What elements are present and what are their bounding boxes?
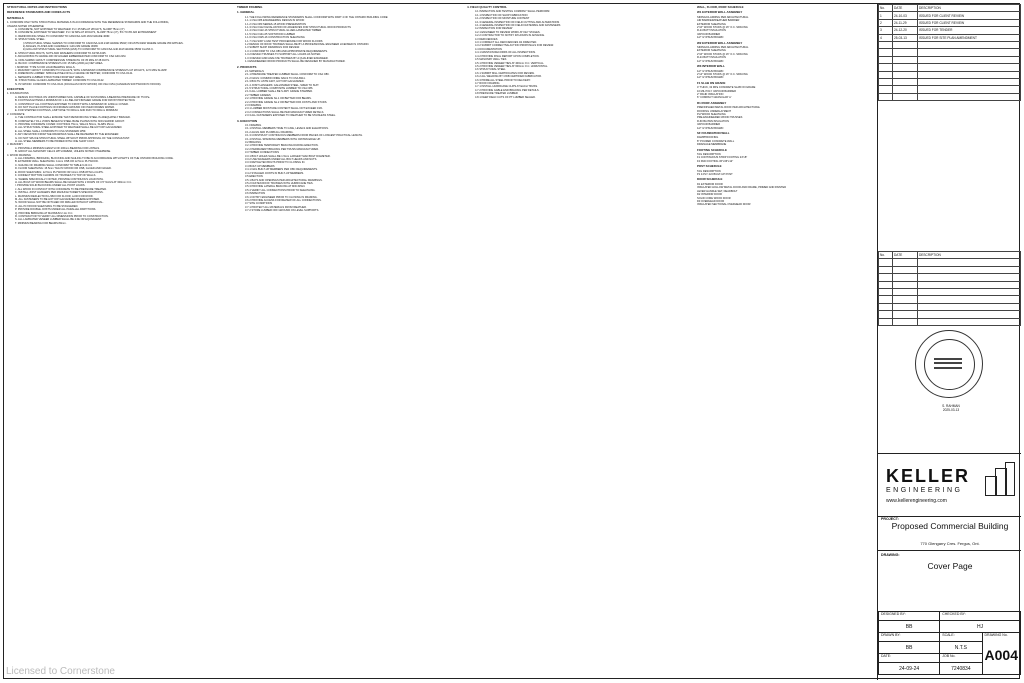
revision-row — [879, 64, 1021, 71]
notes-line: 2.1.3 BOLTS: ASTM A307, HOT DIP GALVANIZED. — [245, 80, 305, 84]
notes-line: H. ALL STEEL MEMBERS TO BE PRIMED WITH ONE SHOP COAT. — [15, 140, 95, 144]
notes-line: 2.1.1 PRESSURE TREATED LUMBER SHALL CONFORM TO CSA O80. — [245, 73, 330, 77]
notes-line: C. CONSTRUCT ALL FOOTINGS EXPOSED TO FROST WITH A MINIMUM OF 1200mm COVER. — [15, 102, 129, 106]
logo-blocks-icon — [985, 462, 1015, 496]
notes-line: D. DO NOT PLACE FOOTINGS ON FROZEN GROUND OR OVER FROZEN WATER. — [15, 105, 115, 109]
notes-line: 3.7.2 STORE LUMBER OFF GROUND ON LEVEL SUPPORTS. — [245, 209, 320, 213]
notes-line: DRAINAGE MEMBRANE — [697, 143, 727, 147]
notes-subtitle: REFERENCE STANDARDS AND CODES ACTS — [7, 10, 71, 15]
revision-row — [879, 49, 1021, 56]
notes-line: UNLESS NOTED OTHERWISE: — [7, 24, 45, 28]
revision-row — [879, 71, 1021, 78]
notes-line: 2.1.2 NAILS: COMMON WIRE NAILS TO CSA B111. — [245, 76, 306, 80]
notes-line: E. FOR STEPPED FOOTINGS, LIMIT RISE TO 600mm AND RUN TO 600mm MINIMUM. — [15, 109, 119, 113]
notes-line: DAMPPROOFING — [697, 136, 719, 140]
job-no-label: JOB No. — [940, 654, 982, 663]
notes-line: 3.1.2 ALIGN AND PLUMB ALL FRAMING. — [245, 130, 294, 134]
notes-line: B. CONCRETE, EXPOSED TO WEATHER: F'c= 32 MPa AT 28 DAYS, SLUMP 75mm (3"), 5% TO 8% AIR ENTRAINMENT — [15, 31, 157, 35]
revision-date: 25-03-13 — [893, 34, 918, 41]
notes-line: D. FLOOR SHEATHING: 15.5mm T&G PLYWOOD OR OSB, GLUED AND NAILED. — [15, 167, 112, 171]
drawn-by-value: BB — [879, 642, 940, 654]
notes-line: 10 MIL POLY VAPOUR BARRIER — [697, 89, 736, 93]
notes-line: 3.6.2 PROVIDE ACCESS FOR REVIEW OF ALL CONNECTIONS. — [245, 198, 322, 202]
notes-line: A. ALL FRAMING, BRIDGING, BLOCKING AND NAILING TO BE IN ACCORDANCE WITH PART 9 OF THE ONTARIO BUILDING CODE. — [15, 157, 174, 161]
notes-line: 1.1.5 CSA O141-05 SOFTWOOD LUMBER — [245, 32, 296, 36]
logo-subtitle: ENGINEERING — [886, 487, 963, 494]
notes-line: T. MINIMUM BEARING FOR BEAMS 89mm. — [15, 221, 67, 225]
notes-line: 3.5.4 VERIFY ALL CONNECTIONS PRIOR TO SHEATHING. — [245, 188, 316, 192]
notes-line: 2.3 FRAMING — [245, 103, 262, 107]
revision-date — [893, 71, 918, 78]
notes-line: SOLID CORE WOOD DOOR — [697, 196, 731, 200]
revision-no — [879, 41, 893, 48]
license-watermark: Licensed to Cornerstone — [6, 666, 115, 677]
company-logo — [878, 453, 1021, 517]
revision-no: 1 — [879, 12, 893, 19]
notes-line: 3. MASONRY — [7, 143, 23, 147]
notes-line: 4.1.1 INSPECTION OF SHOP FABRICATION — [475, 13, 528, 17]
revision-table — [878, 4, 1021, 101]
revision-no — [879, 78, 893, 85]
notes-line: LEVER HANDLE SET, DEADBOLT — [697, 189, 738, 193]
revision-table-2 — [878, 251, 1021, 326]
notes-line: TAG DESCRIPTION — [697, 169, 721, 173]
drawn-by-label: DRAWN BY: — [879, 633, 940, 642]
project-label: PROJECT: — [881, 517, 899, 521]
notes-line: 4.5.1 PROVIDE VENEER TIES AT 400mm O.C. VERTICAL. — [475, 61, 545, 65]
notes-line: E. STRUCTURAL BOLTS, NUTS AND WASHERS CONFORM TO ASTM A325. — [15, 51, 107, 55]
notes-line: INSULATED SECTIONAL OVERHEAD DOOR — [697, 203, 751, 207]
drawing-sheet — [3, 3, 1020, 679]
notes-line: i) STRUCTURAL STEEL SHAPES TO CONFORM TO CAN/CSA-G40.21M GRADE 350W, OR ASTM A992 WHERE GRADE 350 APPLIES. — [23, 41, 184, 45]
notes-section-heading: FOOTING SCHEDULE — [697, 147, 727, 152]
drawing-no-cell — [982, 633, 1020, 675]
notes-line: 2.1.5 STRUCTURAL COMPOSITE LUMBER TO CSA O86. — [245, 86, 314, 90]
notes-line: S. ALL LAMINATED VENEER LUMBER SHALL BE 2.0E OR EQUIVALENT. — [15, 218, 102, 222]
drawing-name: Cover Page — [927, 561, 973, 571]
notes-line: 1/2" GYPSUM BOARD — [697, 59, 724, 63]
notes-line: 2.2 TIMBER GRADES — [245, 93, 271, 97]
notes-line: 3.4.1 NAIL BUILT-UP MEMBERS PER OBC REQUIREMENTS. — [245, 168, 318, 172]
revision-row — [879, 12, 1021, 19]
notes-line: A. PROVIDE A MINIMUM LENGTH OF 200mm BEARING FOR LINTELS. — [15, 146, 100, 150]
notes-line: J. MASONRY GROUT: CONFORM TO CSA A179, WITH A MINIMUM COMPRESSIVE STRENGTH AT 28 DAYS, 12.5 MPa SLUMP. — [15, 68, 167, 72]
notes-section-heading: POST SCHEDULE — [697, 164, 722, 169]
notes-line: D. ALL STRUCTURAL STEEL EXPOSED TO WEATHER SHALL BE HOT DIP GALVANIZED. — [15, 126, 123, 130]
notes-line: 2" RIGID INSULATION — [697, 92, 724, 96]
notes-line: F1 CONTINUOUS STRIP FOOTING 24"x8" — [697, 156, 748, 160]
notes-line: 3.6 INSPECTION — [245, 192, 266, 196]
notes-line: 4.7.2 PROVIDE GABLE END BRACING PER DETAILS. — [475, 88, 540, 92]
notes-line: 4.1.4 GENERAL INSPECTION OF FIELD FASTENING AND FASTENERS — [475, 24, 561, 28]
engineer-seal — [915, 330, 983, 398]
notes-line: INSULATED HOLLOW METAL DOOR AND FRAME, PRIMED AND PAINTED — [697, 186, 787, 190]
notes-section-heading: EXECUTION — [7, 86, 24, 91]
notes-line: M. STRUCTURAL GLUED LAMINATED TIMBER: CONFORM TO CSA O122. — [15, 79, 105, 83]
date-value: 24-09-24 — [879, 663, 940, 675]
notes-line: iii) HOLLOW STRUCTURAL SECTIONS (HSS) TO CONFORM TO CAN/CSA-G40.21M GRADE 350W CLASS C. — [23, 48, 154, 52]
notes-line: 4.3 DEFICIENCIES — [475, 37, 498, 41]
notes-line: R-24 BATT INSULATION — [697, 29, 726, 33]
revision2-header-row — [879, 252, 1021, 259]
revision-desc: ISSUED FOR SITE PLAN AMENDMENT — [918, 34, 1021, 41]
notes-line: D2 INTERIOR DOOR — [697, 193, 722, 197]
notes-line: EXTERIOR SHEATHING — [697, 49, 726, 53]
revision-row — [879, 56, 1021, 63]
notes-line: 1.1.3 CSA O112.9 EVALUATION OF ADHESIVES FOR STRUCTURAL WOOD PRODUCTS — [245, 26, 351, 30]
notes-line: M. ALL FASTENERS TO BE HOT DIP GALVANIZED WHERE EXPOSED. — [15, 197, 100, 201]
notes-line: F. ANY DEVIATION FROM THE DRAWINGS SHALL BE REVIEWED BY THE ENGINEER. — [15, 133, 120, 137]
revision-row — [879, 27, 1021, 34]
revision-no — [879, 93, 893, 100]
notes-title: STRUCTURAL NOTES AND INSTRUCTIONS — [7, 5, 67, 9]
revision-desc — [918, 86, 1021, 93]
notes-line: 1.1.6 CSA O325-16 CONSTRUCTION SHEATHING — [245, 36, 305, 40]
notes-section-heading: MATERIALS — [7, 15, 24, 20]
revision-row — [879, 19, 1021, 26]
notes-line: K. DIMENSION LUMBER: SPRUCE-PINE-FIR No.2 GRADE OR BETTER, CONFORM TO CSA O141. — [15, 72, 134, 76]
notes-line: 4.6.3 PRIME ALL STEEL PRIOR TO DELIVERY. — [475, 78, 531, 82]
notes-line: A. DESIGN FOOTINGS ON UNDISTURBED SOIL CAPABLE OF SUSTAINING A BEARING PRESSURE OF 75 KPa. — [15, 95, 150, 99]
notes-section-heading: 2. PRODUCTS — [237, 64, 257, 69]
rev2-header-desc: DESCRIPTION — [918, 252, 1021, 259]
notes-line: N. WOOD SHALL NOT BE NOTCHED OR DRILLED WITHOUT APPROVAL. — [15, 201, 104, 205]
notes-line: 4.1.2 INSPECTION OF MOISTURE CONTENT — [475, 17, 530, 21]
revision-no: 2 — [879, 19, 893, 26]
notes-section-heading: 3. EXECUTION — [237, 118, 258, 123]
notes-line: H. BLOCK: COMPRESSIVE STRENGTH OF 15 MPa (2000 psi) NET AREA. — [15, 62, 104, 66]
notes-line: C. NAILING OF FRAMING SHALL CONFORM TO TABLE 9.23.3.4. — [15, 163, 93, 167]
revision-no — [879, 56, 893, 63]
notes-line: 1.2 DESIGN OF ROOF TRUSSES SHALL BE BY A PROFESSIONAL ENGINEER LICENSED IN ONTARIO. — [245, 43, 370, 47]
notes-column-3 — [467, 4, 693, 678]
revision-date — [893, 86, 918, 93]
notes-section-heading: R1 ROOF ASSEMBLY — [697, 100, 727, 105]
designed-by-label: DESIGNED BY: — [881, 612, 906, 616]
designed-by-cell — [879, 612, 940, 621]
notes-line: VAPOUR BARRIER — [697, 123, 721, 127]
notes-line: 4.8.1 KEEP FIELD CUTS OF PT LUMBER SEALED. — [475, 95, 536, 99]
notes-line: R-60 BLOWN INSULATION — [697, 119, 729, 123]
revision-desc — [918, 41, 1021, 48]
revision-desc — [918, 56, 1021, 63]
notes-section-heading: W3 INTERIOR WALL — [697, 64, 725, 69]
notes-line: 3.1.3 CONSTRUCT CONTINUOUS MEMBERS FROM PIECES OF LONGEST PRACTICAL LENGTH. — [245, 134, 363, 138]
notes-line: 2"x6" WOOD STUDS @ 16" O.C. SPACING — [697, 26, 748, 30]
notes-line: SIDING/CLADDING PER ARCHITECTURAL — [697, 15, 749, 19]
checked-by-value: HJ — [940, 621, 1021, 633]
notes-line: 4.6 STRUCTURAL STEEL — [475, 68, 506, 72]
notes-line: 3.4.2 STAGGER JOINTS IN BUILT-UP MEMBERS. — [245, 171, 304, 175]
notes-line: 4.6.2 ALL WELDING BY CWB CERTIFIED FABRICATOR. — [475, 75, 542, 79]
notes-line: 1.3 SUBMIT SHOP DRAWINGS FOR REVIEW. — [245, 46, 300, 50]
notes-line: O. ALL PLYWOOD SHEATHING TO BE STAGGERED. — [15, 204, 79, 208]
notes-line: 4.8 PRESSURE TREATED LUMBER — [475, 92, 518, 96]
revision-date: 24-11-29 — [893, 19, 918, 26]
notes-line: 1.1 THE FOLLOWING REFERENCE STANDARDS SHALL CONFORM WITH PART 4 OF THE ONTARIO BUILDING CODE: — [245, 15, 389, 19]
notes-line: 4.4 DOCUMENTATION — [475, 47, 502, 51]
revision-desc — [918, 64, 1021, 71]
notes-line: 1/2" GYPSUM BOARD — [697, 69, 724, 73]
revision-row — [879, 34, 1021, 41]
notes-line: I. MORTAR: TYPE S FOR LOAD BEARING WALLS. — [15, 65, 76, 69]
notes-section-heading: 1. GENERAL — [237, 10, 255, 15]
notes-line: 1/2" GYPSUM BOARD — [697, 36, 724, 40]
notes-line: 2.1.4 JOIST HANGERS: GALVANIZED STEEL, SIZED TO SUIT. — [245, 83, 320, 87]
notes-line: 3.5 ERECTION — [245, 175, 263, 179]
notes-line: 2.3.2 CONNECTIONS SHALL BE PER MANUFACTURER DETAILS. — [245, 110, 325, 114]
notes-line: 1.3.2 DESIGN TRUSSES TO SUPPORT ALL LOADS AS NOTED. — [245, 53, 321, 57]
drawing-no-value: A004 — [984, 647, 1018, 663]
notes-line: 3.5.3 PROVIDE LATERAL BRACING AT MID-SPAN. — [245, 185, 306, 189]
notes-line: 4.3.2 SUBMIT CORRECTIVE ACTION PROPOSALS FOR REVIEW. — [475, 44, 554, 48]
revision-date — [893, 93, 918, 100]
notes-line: 2.1.6 ALL LUMBER SHALL BE S-DRY GRADE STAMPED. — [245, 90, 313, 94]
notes-section-heading: W1 EXTERIOR WALL ASSEMBLY — [697, 10, 743, 15]
notes-line: 1/2" GYPSUM BOARD — [697, 126, 724, 130]
title-block-grid — [878, 611, 1021, 675]
notes-line: VAPOUR BARRIER — [697, 32, 721, 36]
notes-column-4 — [697, 4, 875, 678]
notes-line: 3.3.1 BOLT HOLES SHALL BE 1.5mm LARGER THAN BOLT DIAMETER. — [245, 154, 331, 158]
revision-desc: ISSUED FOR CLIENT REVIEW — [918, 19, 1021, 26]
notes-line: B. GROUT ALL MASONRY CELLS WITH REBAR, UNLESS NOTED OTHERWISE. — [15, 150, 111, 154]
revision-no — [879, 71, 893, 78]
notes-line: E. ALL STEEL SHALL CONFORM TO CSA STANDARD W59. — [15, 129, 87, 133]
notes-line: L. SEPARATE LUMBER STRUCTURE FROM WET AREAS. — [15, 75, 85, 79]
drawing-no-label: DRAWING No. — [984, 633, 1008, 637]
notes-line: 8" POURED CONCRETE WALL — [697, 139, 735, 143]
notes-line: 6" COMPACT GRANULAR 'A' — [697, 96, 732, 100]
revision-date — [893, 49, 918, 56]
notes-line: L. MAXIMUM DEFLECTION L/360 FOR FLOOR, L/240 FOR ROOF. — [15, 194, 94, 198]
notes-line: 3.1.1 INSTALL MEMBERS TRUE TO LINE, LEVELS AND ELEVATIONS. — [245, 127, 329, 131]
notes-line: 2.3.1 LUMBER MOISTURE CONTENT SHALL NOT EXCEED 19%. — [245, 107, 323, 111]
notes-line: 2.2.2 PROVIDE GRADE No.2 OR BETTER FOR JOISTS AND STUDS. — [245, 100, 328, 104]
revision-date — [893, 41, 918, 48]
notes-line: 3.5.2 FASTEN ROOF TRUSSES WITH HURRICANE TIES. — [245, 181, 314, 185]
notes-line: F. ANCHOR BOLTS GRADE 400 OR HIGHER EMBEDDED PER CONFORM TO CSA G40.21M. — [15, 55, 127, 59]
notes-line: G. WHERE SPECIFICALLY NOTED, PROVIDE CONTINUOUS LOAD PATH. — [15, 177, 104, 181]
notes-line: 3.2.2 PERMANENT BRACING PER TRUSS MANUFACTURER. — [245, 147, 319, 151]
notes-section-heading: 4. FIELD QUALITY CONTROL — [467, 5, 508, 9]
revision-desc: ISSUED FOR TENDER — [918, 27, 1021, 34]
notes-line: B. COMPLETELY FILL VOIDS BENEATH STEEL BASE PLATES WITH NON-SHRINK GROUT. — [15, 119, 125, 123]
notes-line: PREFINISHED METAL ROOF PER ARCHITECTURAL — [697, 106, 761, 110]
notes-title: WALL, FLOOR, ROOF SCHEDULE — [697, 5, 744, 9]
seal-signature-date: 2025-03-13 — [942, 408, 960, 412]
notes-line: 3.3.3 RETIGHTEN BOLTS PRIOR TO CLOSING IN. — [245, 161, 306, 165]
notes-line: P1 3-PLY 2x6 BUILT-UP POST — [697, 173, 733, 177]
notes-line: 2"x4" WOOD STUDS @ 16" O.C. SPACING — [697, 72, 748, 76]
notes-line: 3.5.1 BAYS AND OPENINGS PER ARCHITECTURAL DRAWINGS. — [245, 178, 323, 182]
notes-column-2 — [237, 4, 463, 678]
drawing-label: DRAWING: — [881, 553, 900, 557]
notes-line: 1.1.2 CSA O80 SERIES-15 WOOD PRESERVATION — [245, 22, 306, 26]
notes-line: PRE-ENGINEERED WOOD TRUSSES — [697, 116, 743, 120]
revision-date — [893, 56, 918, 63]
revision-desc — [918, 93, 1021, 100]
revision-date: 24-10-03 — [893, 12, 918, 19]
notes-line: A. CONCRETE, NOT EXPOSED TO WEATHER: F'c= 25 MPa AT 28 DAYS, SLUMP 75mm (3") — [15, 28, 125, 32]
notes-line: 4.7 ROOF FRAMING — [475, 81, 500, 85]
notes-line: 4.2.1 ENGINEER TO REVIEW WORK AT KEY STAGES. — [475, 30, 541, 34]
revision-date: 24-12-20 — [893, 27, 918, 34]
checked-by-label: CHECKED BY: — [942, 612, 966, 616]
notes-line: 3.4 BUILT-UP MEMBERS — [245, 164, 275, 168]
notes-line: 4.4.2 PROVIDE FINAL REPORT UPON COMPLETION. — [475, 54, 540, 58]
notes-line: SIDING/CLADDING PER ARCHITECTURAL — [697, 46, 749, 50]
notes-line: G. DO NOT SPLICE STRUCTURAL STEEL WITHOUT PRIOR APPROVAL OF THE CONSULTANT. — [15, 136, 130, 140]
notes-line: 4.5 MASONRY WALL TIES — [475, 58, 507, 62]
scale-label: SCALE: — [940, 633, 982, 642]
rev2-header-date: DATE — [893, 252, 918, 259]
notes-line: 3.7.1 PROTECT ALL MATERIALS FROM WEATHER. — [245, 205, 307, 209]
revision-desc — [918, 49, 1021, 56]
notes-line: PLYWOOD SHEATHING — [697, 112, 726, 116]
notes-line: 3.1 FRAMING — [245, 124, 262, 127]
notes-line: 4.7.1 INSTALL HURRICANE CLIPS AT EACH TRUSS. — [475, 85, 538, 89]
notes-line: 3.1.4 INSTALL SPANNING MEMBERS WITH CROWN EDGE UP. — [245, 137, 321, 141]
seal-signature-name: S. RAHMAN — [942, 404, 960, 408]
scale-value: N.T.S — [940, 642, 982, 654]
notes-line: 3.2.1 PROVIDE TEMPORARY BRACING DURING ERECTION. — [245, 144, 319, 148]
notes-line: 4.6.1 SUBMIT MILL CERTIFICATES FOR REVIEW. — [475, 71, 535, 75]
notes-line: 1.1.4 CSA O122-16 STRUCTURAL GLUED-LAMINATED TIMBER — [245, 29, 322, 33]
notes-line: E. ROOF SHEATHING: 12.5mm PLYWOOD OR 11mm OSB WITH H-CLIPS. — [15, 170, 104, 174]
rev2-header-no: No. — [879, 252, 893, 259]
project-address: 770 Glengarry Cres. Fergus, Ont. — [920, 541, 980, 546]
notes-line: 4. WOOD FRAMING — [7, 153, 31, 157]
notes-line: H. ALL BUILT-UP WOOD BEAMS SHALL BE NAILED WITH 2 ROWS OF 3.5" NAILS AT 300mm O.C. — [15, 180, 132, 184]
notes-line: 4.3.1 CORRECT ALL DEFICIENCIES AS DIRECTED. — [475, 41, 537, 45]
notes-line: 4.4.1 MAINTAIN RECORDS OF ALL INSPECTIONS. — [475, 51, 536, 55]
notes-line: AIR BARRIER/WEATHER BARRIER — [697, 19, 740, 23]
notes-line: A. THE CONTRACTOR SHALL ENSURE THAT REINFORCING STEEL IS ADEQUATELY BRACED. — [15, 116, 131, 120]
notes-line: TAG DESCRIPTION — [697, 153, 721, 157]
checked-by-cell — [940, 612, 1021, 621]
job-no-value: 7240834 — [940, 663, 982, 675]
notes-line: D1 EXTERIOR DOOR — [697, 182, 723, 186]
seal-signature — [920, 404, 982, 412]
notes-line: 3.2 BRACING — [245, 141, 262, 145]
notes-line: ROOFING UNDERLAYMENT — [697, 109, 732, 113]
notes-line: 4.5.2 PROVIDE VENEER TIES AT 600mm O.C. HORIZONTAL. — [475, 64, 549, 68]
notes-line: D3 OVERHEAD DOOR — [697, 199, 725, 203]
notes-line: 3.7 SITE CONDITIONS — [245, 202, 273, 206]
revision-desc — [918, 71, 1021, 78]
notes-line: 1. FOUNDATIONS — [7, 92, 29, 96]
notes-line: I. PROVIDE SOLID BLOCKING UNDER ALL POINT LOADS. — [15, 184, 86, 188]
notes-line: EXTERIOR SHEATHING — [697, 22, 726, 26]
project-name: Proposed Commercial Building — [891, 521, 1009, 531]
revision-no — [879, 64, 893, 71]
revision-row — [879, 86, 1021, 93]
notes-line: 4.1.3 GENERAL INSPECTION OF FIELD CUTTING AND ALTERATIONS — [475, 20, 560, 24]
notes-line: N. PLYWOOD: CONFORM TO CSA O121 (DOUGLAS FIR PLYWOOD) OR CSA O151 (CANADIAN SOFTWOOD PLYWOOD). — [15, 82, 162, 86]
notes-line: K. INSTALL JOIST HANGERS PER MANUFACTURER'S SPECIFICATIONS. — [15, 191, 104, 195]
notes-line: J. ALL WOOD IN CONTACT WITH CONCRETE TO BE PRESSURE TREATED. — [15, 187, 107, 191]
notes-line: P. PROVIDE DOUBLE JOISTS UNDER ALL PARALLEL PARTITIONS. — [15, 208, 97, 212]
date-label: DATE: — [879, 654, 940, 663]
notes-line: 4" THICK, 32 MPa CONCRETE SLAB ON GRADE — [697, 86, 756, 90]
logo-website: www.kellerengineering.com — [886, 498, 947, 504]
notes-line: 2. CONCRETE — [7, 112, 25, 116]
revision-no: 4 — [879, 34, 893, 41]
notes-line: D. STRUCTURAL STEEL: — [15, 38, 46, 42]
rev-header-no: No. — [879, 5, 893, 12]
notes-line: 1/2" GYPSUM BOARD — [697, 76, 724, 80]
notes-line: 1. CONFORM ONLY WITH STRUCTURAL MATERIALS IN ACCORDANCE WITH THE REFERENCE STANDARDS AND THE FOLLOWING, — [7, 21, 170, 25]
revision-no: 3 — [879, 27, 893, 34]
rev-header-desc: DESCRIPTION — [918, 5, 1021, 12]
logo-wordmark: KELLER — [886, 466, 970, 486]
notes-line: 2.2.1 PROVIDE GRADE No.1 OR BETTER FOR BEAMS. — [245, 97, 312, 101]
revision-row — [879, 78, 1021, 85]
notes-line: C. PROVIDE CONCRETE COVER: FOOTINGS 75mm, WALLS 50mm, SLABS 25mm. — [15, 123, 115, 126]
notes-line: ii) ANGLES, PLATES AND CHANNELS: G40.21M GRADE 300W — [23, 45, 98, 49]
rev-header-date: DATE — [893, 5, 918, 12]
notes-line: 1.1.1 CSA O86 ENGINEERING DESIGN IN WOOD — [245, 19, 305, 23]
notes-line: R. CONTRACTOR TO VERIFY ALL DIMENSIONS PRIOR TO CONSTRUCTION. — [15, 214, 109, 218]
revision-desc: ISSUED FOR CLIENT REVIEW — [918, 12, 1021, 19]
notes-line: G. NON-SHRINK GROUT: COMPRESSIVE STRENGTH OF 35 MPa AT 28 DAYS. — [15, 58, 110, 62]
revision-date — [893, 78, 918, 85]
notes-line: 1.3.3 DESIGN AND ANALYZE TRUSSES BY A QUALIFIED ENGINEER. — [245, 56, 329, 60]
revision-date — [893, 64, 918, 71]
notes-line: B. FOOTINGS EXTEND A MINIMUM OF 1.2m BELOW FINISHED GRADE FOR FROST PROTECTION. — [15, 99, 136, 103]
revision-no — [879, 86, 893, 93]
notes-section-heading: SF FOUNDATION WALL — [697, 131, 730, 135]
notes-line: 1.4 ENGINEERED WOOD PRODUCTS SHALL BE DESIGNED BY MANUFACTURER. — [245, 60, 346, 64]
notes-line: 2"x6" WOOD STUDS @ 16" O.C. SPACING — [697, 52, 748, 56]
notes-line: 2.3.3 ALL FASTENERS EXPOSED TO WEATHER TO BE STAINLESS STEEL. — [245, 114, 336, 118]
designed-by-value: BB — [879, 621, 940, 633]
revision-row — [879, 93, 1021, 100]
notes-line: 3.3.2 USE WASHERS UNDER ALL BOLT HEADS AND NUTS. — [245, 158, 318, 162]
notes-line: 1.1.7 CSA S307 LOAD TEST PROCEDURE FOR WOOD FLOORS — [245, 39, 323, 43]
notes-line: 2.1 MATERIALS — [245, 69, 264, 73]
notes-column-1 — [7, 4, 233, 678]
notes-line: R-24 BATT INSULATION — [697, 56, 726, 60]
notes-line: 4.1 INSPECTION AND TESTING COMPANY SHALL PERFORM: — [475, 10, 550, 14]
notes-section-heading: W2 EXTERIOR WALL ASSEMBLY — [697, 40, 743, 45]
revision-header-row — [879, 5, 1021, 12]
revision-desc — [918, 78, 1021, 85]
notes-line: 3.3 TIMBER CONNECTIONS — [245, 151, 279, 155]
notes-section-heading: F1 SLAB ON GRADE — [697, 80, 726, 85]
revision-no — [879, 49, 893, 56]
notes-section-heading: DOOR SCHEDULE — [697, 177, 723, 182]
notes-line: 4.2 INSPECTION FOR REVIEW — [475, 27, 513, 31]
notes-line: 1.3.1 CONFORM TO CSA O86 AND APPROPRIATE REQUIREMENTS. — [245, 49, 328, 53]
notes-line: F. CONNECT BOTTOM CHORDS OF TRUSSES TO TOP OF WALLS. — [15, 174, 97, 178]
notes-title: TIMBER FRAMING — [237, 5, 263, 9]
notes-line: 3.6.1 NOTIFY ENGINEER PRIOR TO CLOSING IN FRAMING. — [245, 195, 318, 199]
notes-line: Q. PROVIDE BRIDGING AT MAXIMUM 2.1m O.C. — [15, 211, 74, 215]
notes-line: F2 PAD FOOTING 36"x36"x12" — [697, 159, 734, 163]
notes-line: 4.2.2 CONTRACTOR TO NOTIFY 48 HOURS IN ADVANCE. — [475, 34, 545, 38]
revision-row — [879, 41, 1021, 48]
notes-line: B. EXTERIOR WALL SHEATHING: 11mm OSB OR 12.5mm PLYWOOD. — [15, 160, 99, 164]
title-block — [877, 4, 1021, 680]
notes-line: C. REINFORCING STEEL TO CONFORM TO CAN/CSA-G30.18-M GRADE 400R. — [15, 34, 111, 38]
